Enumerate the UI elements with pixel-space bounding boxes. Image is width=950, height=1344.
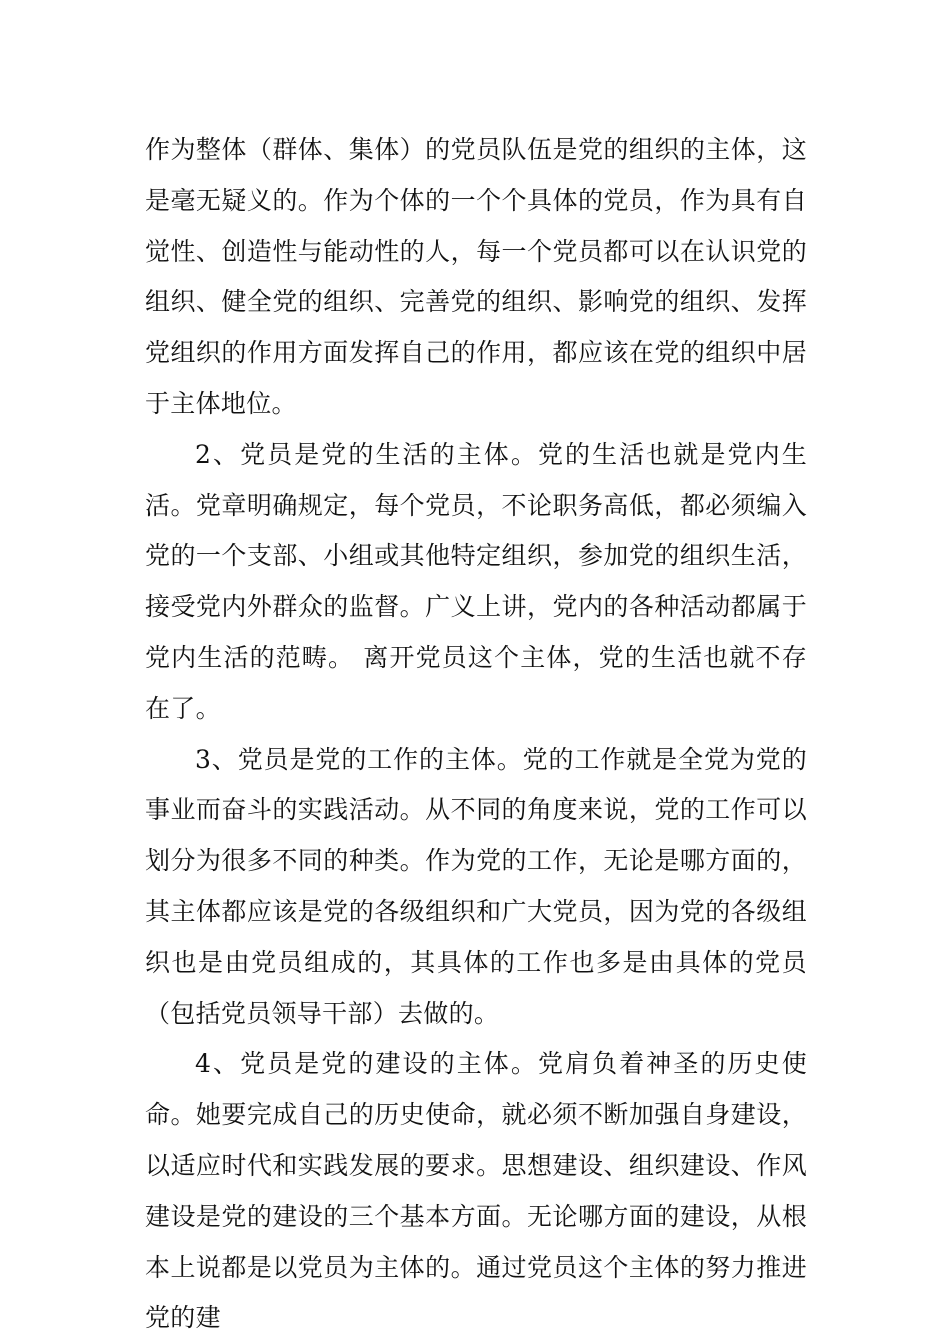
paragraph-party-life-subject: 2、党员是党的生活的主体。党的生活也就是党内生活。党章明确规定，每个党员，不论职务高低，都必须编入党的一个支部、小组或其他特定组织，参加党的组织生活，接受党内外群众的监督。广义上讲，党内的各种活动都属于党内生活的范畴。 离开党员这个主体，党的生活也就不存在了。	[145, 439, 807, 723]
document-page	[145, 125, 807, 1344]
paragraph-party-building-subject: 4、党员是党的建设的主体。党肩负着神圣的历史使命。她要完成自己的历史使命，就必须不断加强自身建设，以适应时代和实践发展的要求。思想建设、组织建设、作风建设是党的建设的三个基本方面。无论哪方面的建设，从根本上说都是以党员为主体的。通过党员这个主体的努力推进党的建	[145, 1049, 807, 1333]
paragraph-party-work-subject: 3、党员是党的工作的主体。党的工作就是全党为党的事业而奋斗的实践活动。从不同的角度来说，党的工作可以划分为很多不同的种类。作为党的工作，无论是哪方面的，其主体都应该是党的各级组织和广大党员，因为党的各级组织也是由党员组成的，其具体的工作也多是由具体的党员（包括党员领导干部）去做的。	[145, 744, 807, 1028]
paragraph-party-members-organization-subject: 作为整体（群体、集体）的党员队伍是党的组织的主体，这是毫无疑义的。作为个体的一个个具体的党员，作为具有自觉性、创造性与能动性的人，每一个党员都可以在认识党的组织、健全党的组织、完善党的组织、影响党的组织、发挥党组织的作用方面发挥自己的作用，都应该在党的组织中居于主体地位。	[145, 135, 807, 418]
